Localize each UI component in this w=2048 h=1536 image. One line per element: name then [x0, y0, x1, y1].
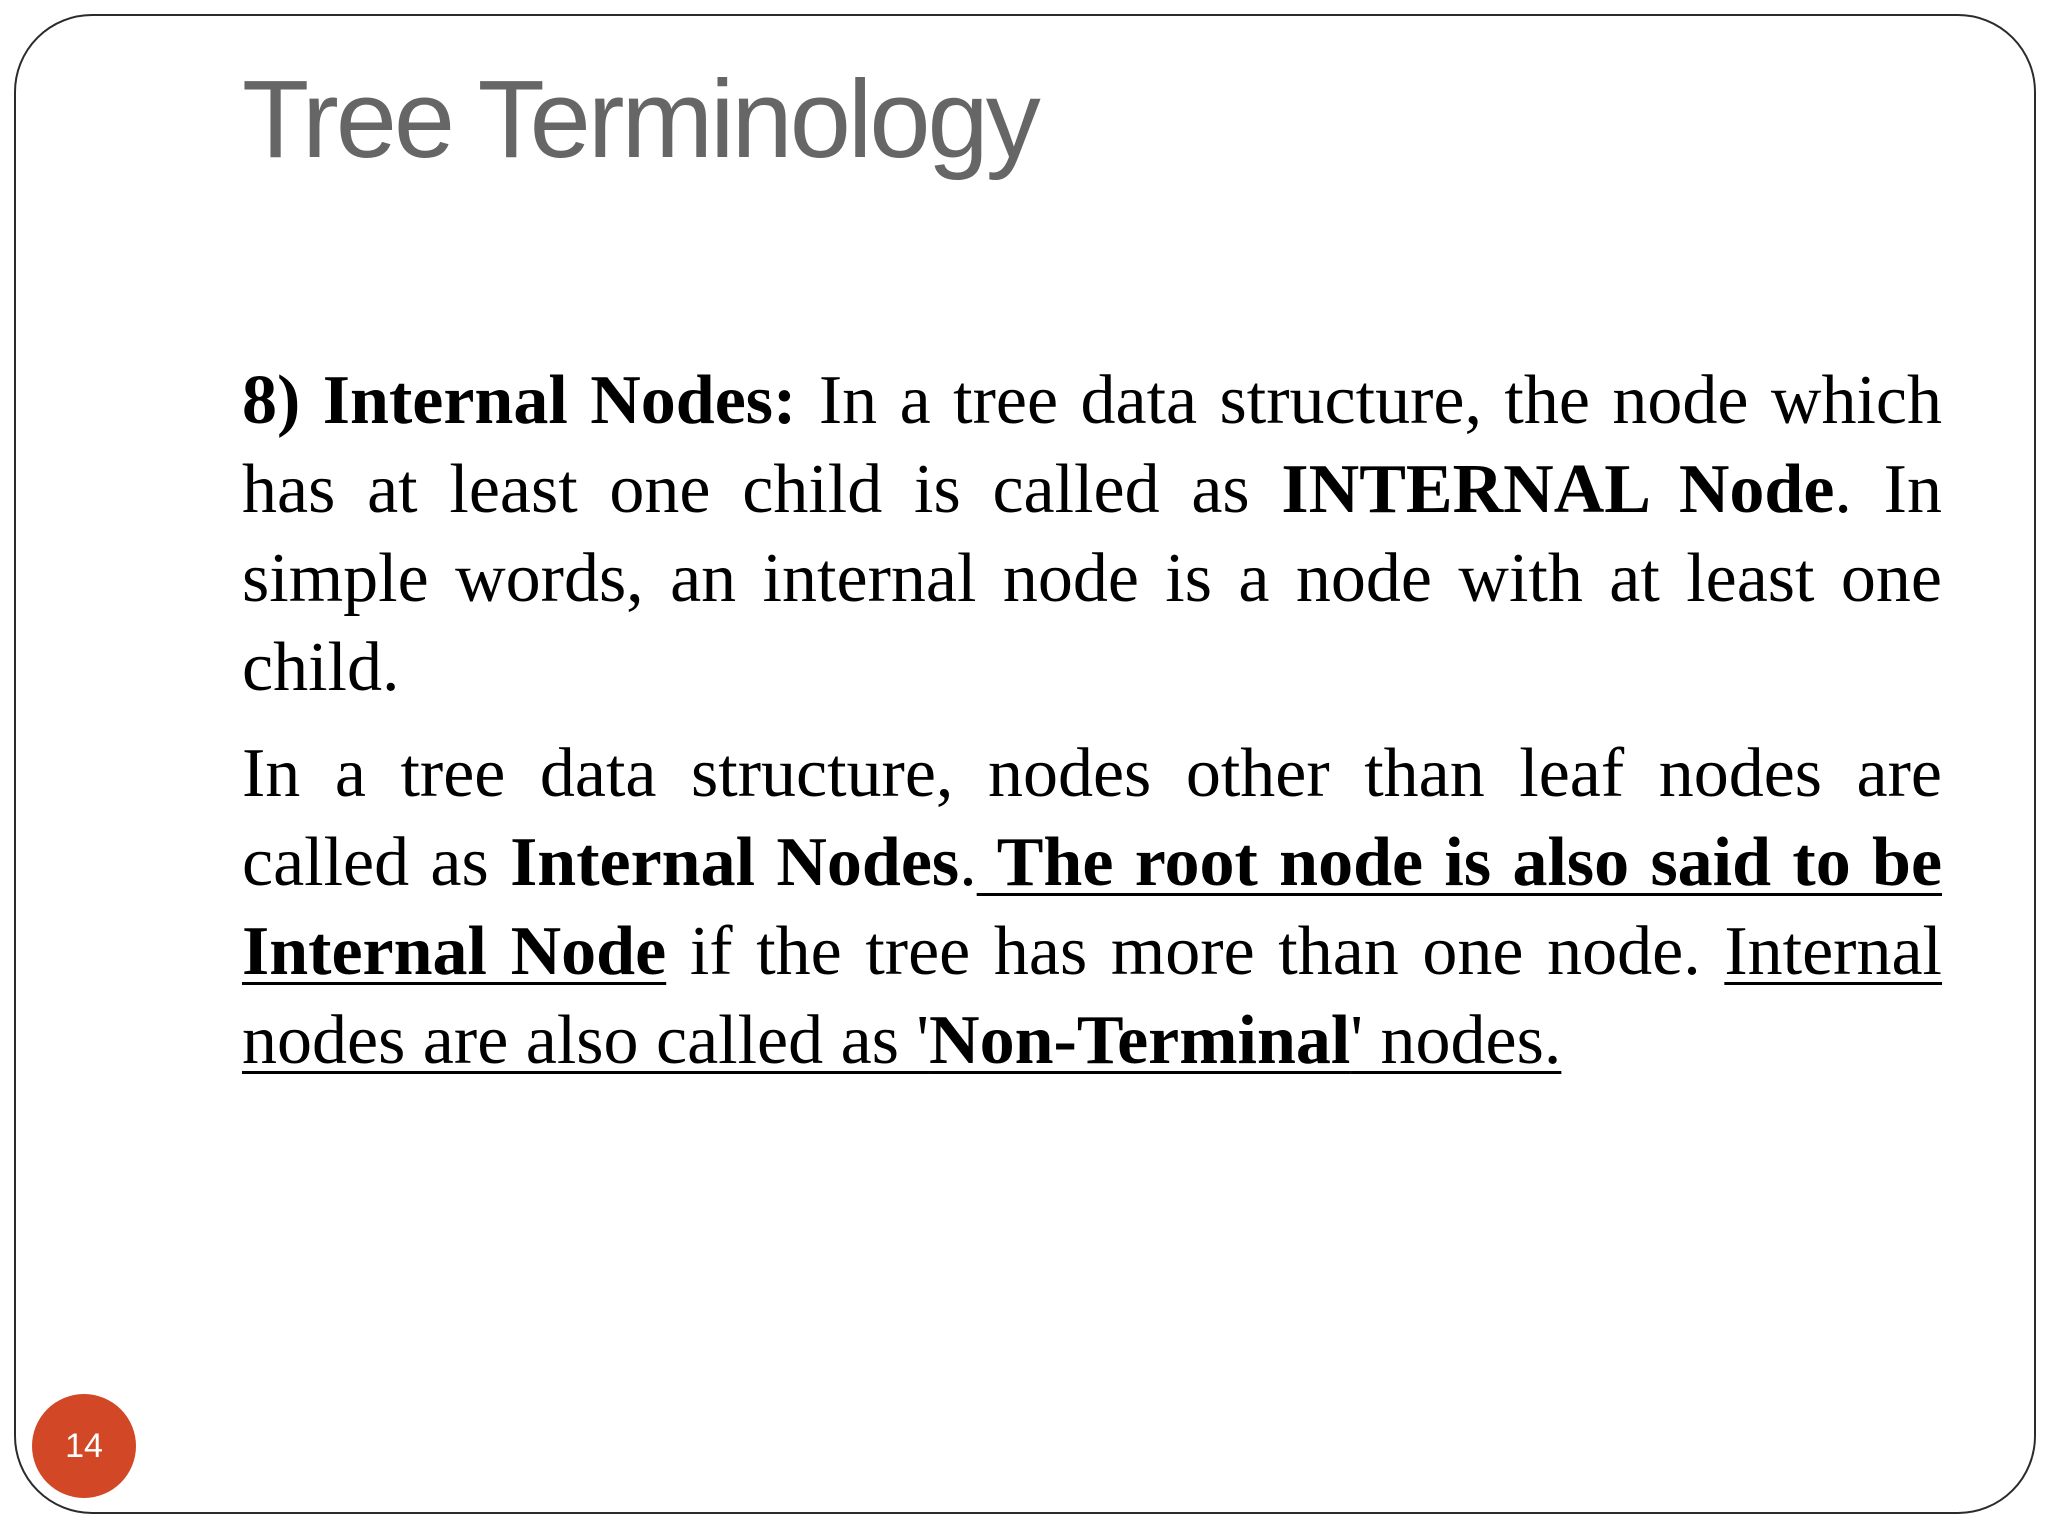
term-internal-nodes: Internal Nodes	[510, 824, 960, 901]
page-number-badge: 14	[32, 1394, 136, 1498]
slide-body	[242, 356, 1942, 1085]
slide-title: Tree Terminology	[242, 58, 1038, 181]
root-node-statement: The root node is also said to be Internal Node	[242, 824, 1943, 990]
non-terminal-statement: Internal nodes are also called as '	[242, 913, 1942, 1079]
paragraph-text: . In simple words, an internal node is a node with at least one child.	[242, 451, 1942, 706]
non-terminal-statement-end: ' nodes.	[1350, 1002, 1562, 1079]
paragraph-text: .	[959, 824, 977, 901]
paragraph-text: In a tree data structure, the node which has at least one child is called as	[242, 362, 1943, 528]
slide	[14, 14, 2036, 1514]
term-internal-node: INTERNAL Node	[1281, 451, 1835, 528]
definition-lead: 8) Internal Nodes:	[242, 362, 797, 439]
paragraph-internal-nodes-definition	[242, 356, 1942, 712]
paragraph-text: In a tree data structure, nodes other than leaf nodes are called as	[242, 735, 1942, 901]
paragraph-text: if the tree has more than one node.	[666, 913, 1725, 990]
term-non-terminal: Non-Terminal	[929, 1002, 1351, 1079]
paragraph-internal-nodes-details	[242, 729, 1942, 1085]
